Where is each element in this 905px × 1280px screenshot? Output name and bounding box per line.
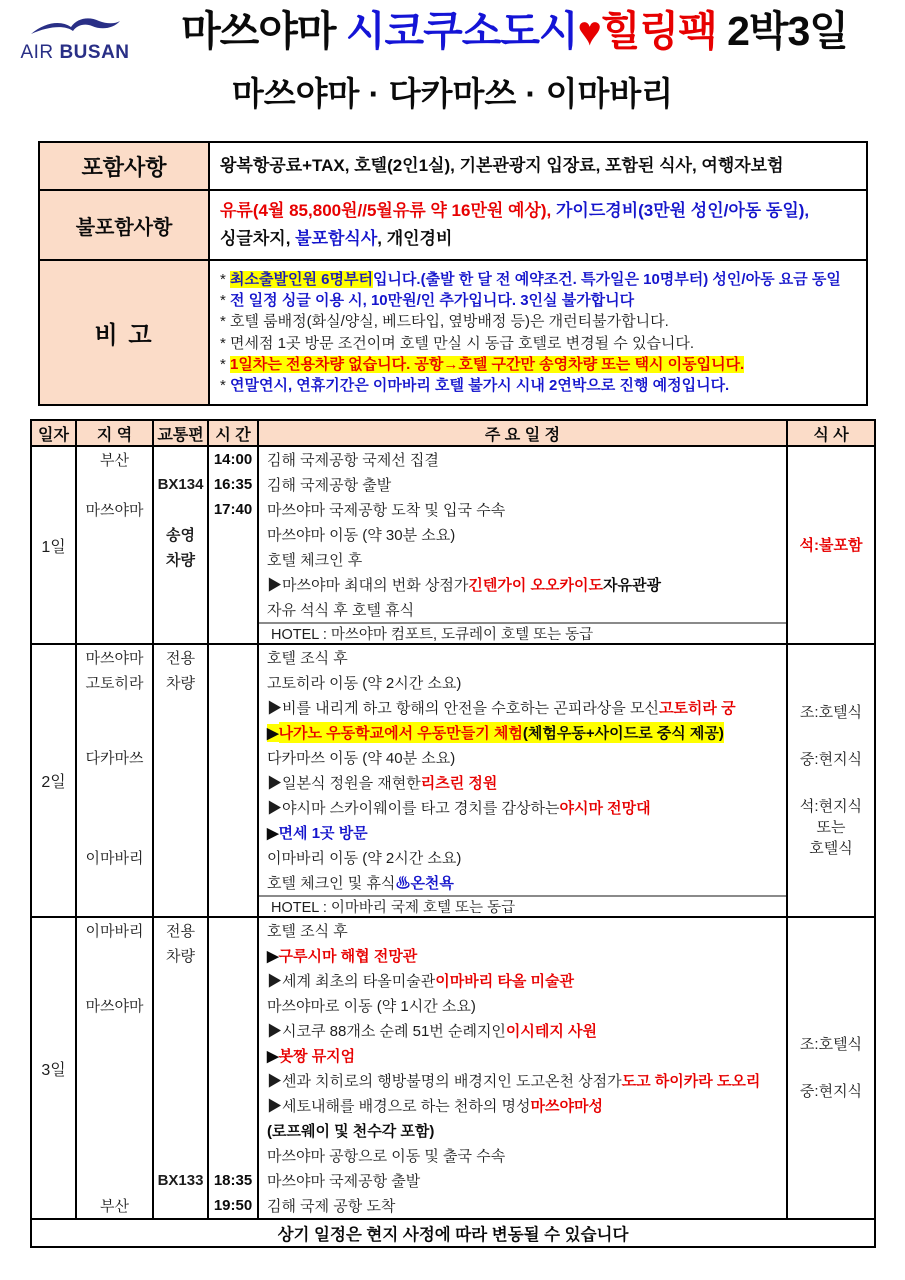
- title-part: ♥: [577, 8, 601, 54]
- text-segment: 면세 1곳 방문: [278, 825, 368, 843]
- slot: 이마바리: [85, 923, 144, 941]
- itinerary-row: [259, 497, 786, 522]
- itinerary-row: [259, 1193, 786, 1218]
- slot: [209, 770, 257, 795]
- text-segment: *: [220, 355, 231, 373]
- meal-line: 석:불포함: [799, 536, 863, 554]
- time-column: [209, 918, 259, 1218]
- text-segment: 자유 석식 후 호텔 휴식: [267, 602, 415, 620]
- meal-line: 조:호텔식: [799, 704, 863, 722]
- text-segment: ▶: [267, 824, 279, 842]
- slot: [209, 572, 257, 597]
- text-segment: 1일차는 전용차량 없습니다. 공항→호텔 구간만 송영차량 또는 택시 이동입니다.: [230, 355, 745, 373]
- day-block: [32, 645, 874, 918]
- slot: [209, 918, 257, 943]
- itinerary-row: [259, 720, 786, 745]
- text-segment: 이마바리 타올 미술관: [435, 973, 574, 991]
- slot: [209, 645, 257, 670]
- slot: [77, 597, 152, 622]
- slot: [77, 795, 152, 820]
- slot: [209, 845, 257, 870]
- text-segment: *: [220, 271, 231, 288]
- slot: [77, 695, 152, 720]
- text-segment: 봇짱 뮤지엄: [278, 1048, 356, 1066]
- info-line: [220, 354, 856, 375]
- info-line: [220, 197, 856, 225]
- day-number: 2일: [32, 645, 77, 916]
- slot: [77, 720, 152, 745]
- info-row: [39, 142, 867, 190]
- text-segment: 마쓰야마 이동 (약 30분 소요): [267, 527, 456, 545]
- slot: [209, 745, 257, 770]
- text-segment: , 개인경비: [377, 229, 453, 248]
- transport-column: [154, 447, 209, 643]
- slot: 17:40: [213, 501, 253, 519]
- text-segment: (로프웨이 및 천수각 포함): [267, 1123, 435, 1141]
- itinerary-row: [259, 472, 786, 497]
- text-segment: ▶센과 치히로의 행방불명의 배경지인 도고온천 상점가: [267, 1073, 622, 1091]
- itinerary-row: [259, 1118, 786, 1143]
- slot: [154, 597, 207, 622]
- title-part: 마쓰야마: [181, 8, 346, 54]
- region-column: [77, 918, 154, 1218]
- slot: 송영: [166, 527, 195, 545]
- text-segment: ▶시코쿠 88개소 순례 51번 순례지인: [267, 1023, 506, 1041]
- seagull-icon: [27, 12, 123, 42]
- info-row-content: [209, 260, 867, 405]
- time-column: [209, 645, 259, 916]
- slot: 전용: [166, 923, 195, 941]
- slot: [77, 820, 152, 845]
- slot: 고토히라: [85, 675, 144, 693]
- itinerary-row: [259, 1093, 786, 1118]
- meal-line: 석:현지식: [799, 798, 863, 816]
- text-segment: *: [220, 292, 231, 310]
- slot: [209, 695, 257, 720]
- slot: 부산: [100, 1198, 129, 1216]
- text-segment: ▶비를 내리게 하고 항해의 안전을 수호하는 곤피라상을 모신: [267, 700, 659, 718]
- schedule-footer-note: 상기 일정은 현지 사정에 따라 변동될 수 있습니다: [32, 1218, 874, 1246]
- text-segment: ♨온천욕: [395, 875, 454, 893]
- slot: [154, 497, 207, 522]
- slot: [209, 670, 257, 695]
- region-column: [77, 645, 154, 916]
- day-number: 3일: [32, 918, 77, 1218]
- slot: BX134: [157, 476, 204, 494]
- meal-line: 중:현지식: [799, 751, 863, 769]
- itinerary-row: [259, 1068, 786, 1093]
- itinerary-row: [259, 943, 786, 968]
- slot: 19:50: [213, 1197, 253, 1215]
- day-block: [32, 918, 874, 1218]
- slot: 마쓰야마: [85, 502, 144, 520]
- column-header-3: 시 간: [209, 421, 259, 445]
- text-segment: 리츠린 정원: [420, 775, 498, 793]
- slot: [154, 720, 207, 745]
- slot: 18:35: [213, 1172, 253, 1190]
- text-segment: 싱글차지,: [220, 229, 296, 248]
- itinerary-row: [259, 645, 786, 670]
- text-segment: * 호텔 룸배정(화실/양실, 베드타입, 옆방배정 등)은 개런티불가합니다.: [220, 313, 669, 331]
- text-segment: 이마바리 이동 (약 2시간 소요): [267, 850, 462, 868]
- text-segment: *: [220, 377, 231, 395]
- text-segment: 호텔 조식 후: [267, 923, 348, 941]
- text-segment: 고토히라 궁: [658, 700, 736, 718]
- text-segment: 이시테지 사원: [505, 1023, 598, 1041]
- slot: [77, 968, 152, 993]
- slot: [154, 745, 207, 770]
- text-segment: 김해 국제 공항 도착: [267, 1198, 396, 1216]
- text-segment: 호텔 체크인 및 휴식: [267, 875, 396, 893]
- text-segment: 호텔 조식 후: [267, 650, 348, 668]
- text-segment: ▶마쓰야마 최대의 번화 상점가: [267, 577, 469, 595]
- slot: 차량: [166, 552, 195, 570]
- slot: [77, 522, 152, 547]
- slot: [77, 770, 152, 795]
- slot: [209, 522, 257, 547]
- column-header-2: 교통편: [154, 421, 209, 445]
- slot: [209, 870, 257, 895]
- itinerary-row: [259, 572, 786, 597]
- slot: [77, 1168, 152, 1193]
- itinerary-row: [259, 745, 786, 770]
- region-column: [77, 447, 154, 643]
- text-segment: * 면세점 1곳 방문 조건이며 호텔 만실 시 동급 호텔로 변경될 수 있습니다.: [220, 334, 695, 352]
- slot: 16:35: [213, 476, 253, 494]
- slot: [77, 472, 152, 497]
- slot: BX133: [157, 1172, 204, 1190]
- text-segment: 김해 국제공항 국제선 집결: [267, 452, 439, 470]
- slot: 마쓰야마: [85, 998, 144, 1016]
- slot: 차량: [166, 675, 195, 693]
- slot: [154, 1143, 207, 1168]
- logo-busan: BUSAN: [59, 42, 130, 63]
- slot: [209, 1118, 257, 1143]
- day-block: [32, 447, 874, 645]
- slot: [209, 597, 257, 622]
- slot: [209, 795, 257, 820]
- info-row: [39, 190, 867, 260]
- itinerary-column: [259, 918, 788, 1218]
- slot: [77, 547, 152, 572]
- slot: [209, 1068, 257, 1093]
- info-row: [39, 260, 867, 405]
- slot: [77, 1118, 152, 1143]
- text-segment: 마쓰야마 국제공항 도착 및 입국 수속: [267, 502, 506, 520]
- text-segment: 마쓰야마성: [530, 1098, 603, 1116]
- itinerary-column: [259, 447, 788, 643]
- slot: [209, 1143, 257, 1168]
- itinerary-row: [259, 870, 786, 895]
- slot: [154, 572, 207, 597]
- schedule-table: [30, 419, 876, 1248]
- info-row-content: [209, 190, 867, 260]
- document-header: [0, 0, 905, 62]
- slot: [209, 943, 257, 968]
- day-number: 1일: [32, 447, 77, 643]
- meal-column: [788, 447, 874, 643]
- slot: 이마바리: [85, 850, 144, 868]
- meal-line: 조:호텔식: [799, 1036, 863, 1054]
- meal-column: [788, 645, 874, 916]
- text-segment: 호텔 체크인 후: [267, 552, 363, 570]
- info-row-label: 비 고: [39, 260, 209, 405]
- slot: [77, 1068, 152, 1093]
- column-header-0: 일자: [32, 421, 77, 445]
- title-part: 힐링팩: [600, 8, 717, 54]
- itinerary-row: [259, 968, 786, 993]
- info-line: [220, 375, 856, 396]
- slot: [209, 547, 257, 572]
- text-segment: 도고 하이카라 도오리: [621, 1073, 761, 1091]
- slot: [77, 572, 152, 597]
- slot: [209, 1093, 257, 1118]
- info-line: [220, 225, 856, 253]
- column-header-5: 식 사: [813, 426, 849, 444]
- itinerary-row: [259, 597, 786, 622]
- hotel-row: HOTEL : 마쓰야마 컴포트, 도큐레이 호텔 또는 동급: [259, 622, 786, 643]
- text-segment: 다카마쓰 이동 (약 40분 소요): [267, 750, 456, 768]
- text-segment: 긴텐가이 오오카이도: [468, 577, 603, 595]
- slot: 마쓰야마: [85, 650, 144, 668]
- text-segment: 연말연시, 연휴기간은 이마바리 호텔 불가시 시내 2연박으로 진행 예정입니다.: [230, 377, 730, 395]
- slot: 차량: [166, 948, 195, 966]
- text-segment: ▶일본식 정원을 재현한: [267, 775, 421, 793]
- info-line: [220, 311, 856, 332]
- itinerary-row: [259, 670, 786, 695]
- slot: 다카마쓰: [85, 750, 144, 768]
- title-part: 2박3일: [716, 8, 848, 54]
- text-segment: ▶: [267, 724, 279, 742]
- page-title: [136, 8, 893, 55]
- slot: [209, 993, 257, 1018]
- transport-column: [154, 645, 209, 916]
- slot: [154, 1118, 207, 1143]
- slot: [154, 1018, 207, 1043]
- text-segment: 입니다.(출발 한 달 전 예약조건. 특가일은 10명부터) 성인/아동 요금 동일: [372, 271, 841, 288]
- column-header-1: 지 역: [77, 421, 154, 445]
- text-segment: 마쓰야마로 이동 (약 1시간 소요): [267, 998, 476, 1016]
- text-segment: 야시마 전망대: [559, 800, 651, 818]
- slot: [77, 943, 152, 968]
- meal-line: 또는: [816, 819, 846, 837]
- air-busan-logo: [14, 8, 136, 62]
- itinerary-row: [259, 845, 786, 870]
- itinerary-row: [259, 820, 786, 845]
- slot: [77, 1143, 152, 1168]
- text-segment: 구루시마 해협 전망관: [278, 948, 418, 966]
- column-header-4: 주 요 일 정: [259, 421, 788, 445]
- itinerary-row: [259, 1043, 786, 1068]
- slot: 부산: [100, 452, 129, 470]
- time-column: [209, 447, 259, 643]
- text-segment: 나가노 우동학교에서 우동만들기 체험: [279, 722, 523, 743]
- text-segment: 최소출발인원 6명부터: [230, 271, 373, 288]
- itinerary-column: [259, 645, 788, 916]
- meal-line: 호텔식: [809, 840, 853, 858]
- slot: [77, 870, 152, 895]
- slot: [154, 1093, 207, 1118]
- hotel-row: HOTEL : 이마바리 국제 호텔 또는 동급: [259, 895, 786, 916]
- info-row-label: 불포함사항: [39, 190, 209, 260]
- slot: [154, 993, 207, 1018]
- slot: 전용: [166, 650, 195, 668]
- slot: [154, 770, 207, 795]
- info-line: [220, 269, 856, 290]
- itinerary-row: [259, 447, 786, 472]
- slot: 14:00: [213, 451, 253, 469]
- itinerary-row: [259, 1018, 786, 1043]
- meal-line: 중:현지식: [799, 1083, 863, 1101]
- slot: [154, 447, 207, 472]
- text-segment: (체험우동+사이드로 중식 제공): [523, 722, 724, 743]
- itinerary-row: [259, 770, 786, 795]
- slot: [209, 1043, 257, 1068]
- text-segment: 김해 국제공항 출발: [267, 477, 392, 495]
- text-segment: 고토히라 이동 (약 2시간 소요): [267, 675, 462, 693]
- slot: [209, 720, 257, 745]
- slot: [154, 870, 207, 895]
- slot: [209, 820, 257, 845]
- slot: [209, 968, 257, 993]
- slot: [77, 1093, 152, 1118]
- slot: [77, 1043, 152, 1068]
- slot: [154, 795, 207, 820]
- itinerary-row: [259, 1143, 786, 1168]
- text-segment: ▶: [267, 947, 279, 965]
- text-segment: 마쓰야마 국제공항 출발: [267, 1173, 421, 1191]
- slot: [154, 1193, 207, 1218]
- schedule-header-row: [32, 421, 874, 447]
- slot: [77, 1018, 152, 1043]
- info-row-label: 포함사항: [39, 142, 209, 190]
- text-segment: ▶: [267, 1047, 279, 1065]
- meal-column: [788, 918, 874, 1218]
- itinerary-row: [259, 918, 786, 943]
- itinerary-row: [259, 695, 786, 720]
- transport-column: [154, 918, 209, 1218]
- slot: [154, 1043, 207, 1068]
- slot: [209, 1018, 257, 1043]
- text-segment: 왕복항공료+TAX, 호텔(2인1실), 기본관광지 입장료, 포함된 식사, 여행자보험: [220, 156, 784, 175]
- text-segment: ▶세계 최초의 타올미술관: [267, 973, 436, 991]
- title-part: 시코쿠소도시: [345, 8, 578, 54]
- text-segment: 불포함식사: [295, 229, 378, 248]
- itinerary-row: [259, 522, 786, 547]
- logo-air: AIR: [20, 42, 54, 63]
- slot: [154, 695, 207, 720]
- slot: [154, 1068, 207, 1093]
- slot: [154, 845, 207, 870]
- info-line: [220, 290, 856, 311]
- logo-text: [20, 43, 129, 62]
- itinerary-row: [259, 547, 786, 572]
- itinerary-row: [259, 795, 786, 820]
- info-line: [220, 153, 856, 179]
- page-subtitle: 마쓰야마 · 다카마쓰 · 이마바리: [231, 75, 674, 112]
- info-line: [220, 333, 856, 354]
- slot: [154, 968, 207, 993]
- text-segment: ▶세토내해를 배경으로 하는 천하의 명성: [267, 1098, 531, 1116]
- text-segment: 가이드경비(3만원 성인/아동 동일),: [556, 201, 810, 220]
- text-segment: 마쓰야마 공항으로 이동 및 출국 수속: [267, 1148, 506, 1166]
- text-segment: 유류(4월 85,800원//5월유류 약 16만원 예상),: [220, 201, 556, 220]
- info-table: [38, 141, 868, 406]
- itinerary-row: [259, 1168, 786, 1193]
- slot: [154, 820, 207, 845]
- info-row-content: [209, 142, 867, 190]
- itinerary-row: [259, 993, 786, 1018]
- schedule-days: [32, 447, 874, 1218]
- text-segment: 자유관광: [602, 577, 661, 595]
- text-segment: ▶야시마 스카이웨이를 타고 경치를 감상하는: [267, 800, 560, 818]
- text-segment: 전 일정 싱글 이용 시, 10만원/인 추가입니다. 3인실 불가합니다: [230, 292, 635, 310]
